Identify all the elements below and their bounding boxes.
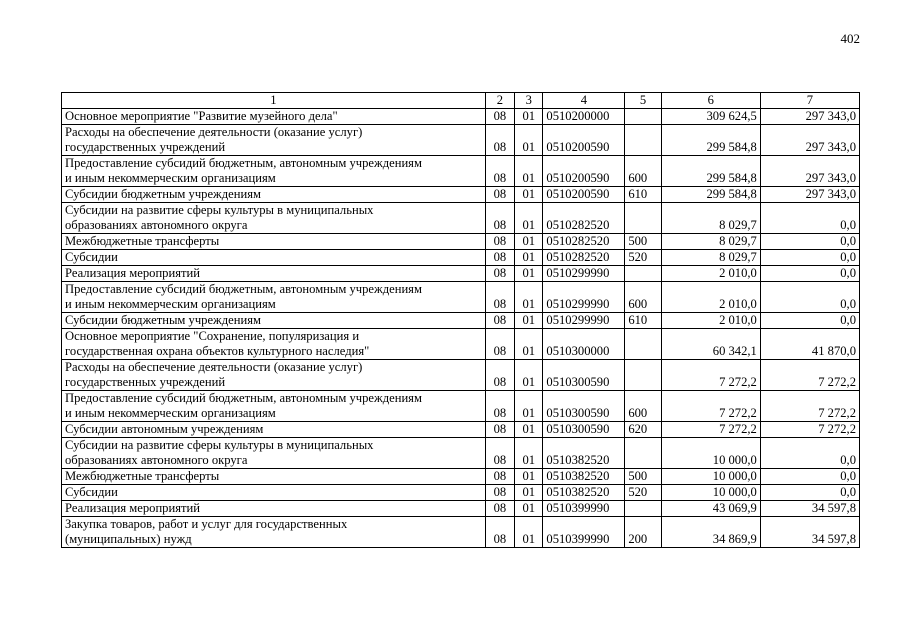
table-row [62,109,860,125]
item-name-line: государственная охрана объектов культурного наследия" [65,344,370,358]
target-article-cell: 0510300590 [543,391,625,422]
expense-type-cell: 600 [625,282,661,313]
target-article-cell: 0510300590 [543,422,625,438]
table-row [62,438,860,469]
amount-col6-cell: 10 000,0 [661,469,760,485]
item-name-cell [62,329,486,360]
item-name-line: Расходы на обеспечение деятельности (оказание услуг) [65,125,363,139]
target-article-cell: 0510299990 [543,313,625,329]
item-name-cell [62,250,486,266]
table-row [62,187,860,203]
target-article-cell: 0510299990 [543,282,625,313]
expense-type-cell [625,203,661,234]
target-article-cell: 0510299990 [543,266,625,282]
item-name-line: Расходы на обеспечение деятельности (оказание услуг) [65,360,363,374]
target-article-cell: 0510200590 [543,156,625,187]
table-row [62,234,860,250]
item-name-line: Субсидии на развитие сферы культуры в муниципальных [65,203,374,217]
table-row [62,501,860,517]
amount-col7-cell: 0,0 [760,203,859,234]
amount-col7-cell: 0,0 [760,485,859,501]
amount-col7-cell: 0,0 [760,282,859,313]
amount-col7-cell: 34 597,8 [760,517,859,548]
item-name-cell [62,187,486,203]
expense-type-cell [625,329,661,360]
expense-type-cell: 620 [625,422,661,438]
item-name-line: Субсидии на развитие сферы культуры в муниципальных [65,438,374,452]
section-code-cell: 08 [485,313,514,329]
target-article-cell: 0510300590 [543,360,625,391]
item-name-cell [62,422,486,438]
expense-type-cell: 500 [625,469,661,485]
subsection-code-cell: 01 [515,422,543,438]
table-row [62,313,860,329]
page-number: 402 [840,31,860,46]
item-name-line: Субсидии бюджетным учреждениям [65,313,261,327]
amount-col6-cell: 299 584,8 [661,187,760,203]
subsection-code-cell: 01 [515,501,543,517]
amount-col7-cell: 7 272,2 [760,391,859,422]
amount-col6-cell: 2 010,0 [661,282,760,313]
item-name-line: и иным некоммерческим организациям [65,406,276,420]
section-code-cell: 08 [485,266,514,282]
section-code-cell: 08 [485,109,514,125]
section-code-cell: 08 [485,250,514,266]
subsection-code-cell: 01 [515,156,543,187]
item-name-line: Субсидии [65,250,118,264]
section-code-cell: 08 [485,501,514,517]
amount-col7-cell: 7 272,2 [760,360,859,391]
amount-col7-cell: 7 272,2 [760,422,859,438]
item-name-cell [62,234,486,250]
subsection-code-cell: 01 [515,391,543,422]
subsection-code-cell: 01 [515,282,543,313]
target-article-cell: 0510200590 [543,125,625,156]
item-name-line: образованиях автономного округа [65,453,248,467]
item-name-cell [62,203,486,234]
expense-type-cell: 610 [625,187,661,203]
expense-type-cell: 520 [625,485,661,501]
item-name-line: (муниципальных) нужд [65,532,192,546]
amount-col7-cell: 0,0 [760,266,859,282]
header-cell: 6 [661,93,760,109]
item-name-line: Реализация мероприятий [65,501,200,515]
subsection-code-cell: 01 [515,313,543,329]
target-article-cell: 0510200590 [543,187,625,203]
section-code-cell: 08 [485,422,514,438]
subsection-code-cell: 01 [515,469,543,485]
item-name-line: государственных учреждений [65,375,226,389]
target-article-cell: 0510282520 [543,203,625,234]
amount-col7-cell: 297 343,0 [760,125,859,156]
item-name-line: Предоставление субсидий бюджетным, автономным учреждениям [65,391,422,405]
amount-col6-cell: 2 010,0 [661,313,760,329]
amount-col7-cell: 297 343,0 [760,156,859,187]
section-code-cell: 08 [485,438,514,469]
item-name-cell [62,517,486,548]
item-name-cell [62,125,486,156]
table-row [62,203,860,234]
item-name-cell [62,109,486,125]
expense-type-cell [625,266,661,282]
item-name-line: Субсидии автономным учреждениям [65,422,264,436]
table-row [62,391,860,422]
amount-col7-cell: 0,0 [760,313,859,329]
amount-col6-cell: 299 584,8 [661,125,760,156]
item-name-cell [62,391,486,422]
table-row [62,422,860,438]
item-name-line: государственных учреждений [65,140,226,154]
budget-table [61,92,860,548]
table-row [62,329,860,360]
amount-col6-cell: 8 029,7 [661,234,760,250]
item-name-cell [62,313,486,329]
section-code-cell: 08 [485,234,514,250]
section-code-cell: 08 [485,360,514,391]
amount-col7-cell: 41 870,0 [760,329,859,360]
item-name-line: Основное мероприятие "Развитие музейного дела" [65,109,338,123]
header-cell: 7 [760,93,859,109]
item-name-cell [62,469,486,485]
section-code-cell: 08 [485,485,514,501]
subsection-code-cell: 01 [515,266,543,282]
subsection-code-cell: 01 [515,438,543,469]
item-name-line: Закупка товаров, работ и услуг для государственных [65,517,348,531]
subsection-code-cell: 01 [515,485,543,501]
amount-col6-cell: 10 000,0 [661,438,760,469]
amount-col6-cell: 60 342,1 [661,329,760,360]
section-code-cell: 08 [485,125,514,156]
amount-col7-cell: 297 343,0 [760,109,859,125]
item-name-line: Предоставление субсидий бюджетным, автономным учреждениям [65,156,422,170]
subsection-code-cell: 01 [515,329,543,360]
header-cell: 5 [625,93,661,109]
amount-col7-cell: 297 343,0 [760,187,859,203]
section-code-cell: 08 [485,282,514,313]
amount-col6-cell: 309 624,5 [661,109,760,125]
amount-col6-cell: 299 584,8 [661,156,760,187]
section-code-cell: 08 [485,391,514,422]
target-article-cell: 0510300000 [543,329,625,360]
target-article-cell: 0510399990 [543,501,625,517]
item-name-cell [62,438,486,469]
amount-col6-cell: 7 272,2 [661,360,760,391]
amount-col7-cell: 0,0 [760,438,859,469]
section-code-cell: 08 [485,187,514,203]
item-name-cell [62,501,486,517]
amount-col6-cell: 34 869,9 [661,517,760,548]
target-article-cell: 0510382520 [543,469,625,485]
section-code-cell: 08 [485,517,514,548]
item-name-line: Реализация мероприятий [65,266,200,280]
item-name-cell [62,360,486,391]
section-code-cell: 08 [485,469,514,485]
table-row [62,156,860,187]
amount-col7-cell: 0,0 [760,469,859,485]
expense-type-cell: 500 [625,234,661,250]
section-code-cell: 08 [485,156,514,187]
item-name-cell [62,282,486,313]
header-row [62,93,860,109]
table-row [62,282,860,313]
table-row [62,266,860,282]
table-row [62,125,860,156]
subsection-code-cell: 01 [515,187,543,203]
expense-type-cell: 520 [625,250,661,266]
amount-col6-cell: 8 029,7 [661,250,760,266]
table-row [62,469,860,485]
amount-col7-cell: 0,0 [760,234,859,250]
expense-type-cell [625,125,661,156]
expense-type-cell [625,360,661,391]
header-cell: 4 [543,93,625,109]
subsection-code-cell: 01 [515,203,543,234]
item-name-line: и иным некоммерческим организациям [65,171,276,185]
table-row [62,517,860,548]
subsection-code-cell: 01 [515,109,543,125]
amount-col6-cell: 7 272,2 [661,391,760,422]
item-name-cell [62,156,486,187]
section-code-cell: 08 [485,329,514,360]
item-name-line: Предоставление субсидий бюджетным, автономным учреждениям [65,282,422,296]
target-article-cell: 0510282520 [543,250,625,266]
amount-col6-cell: 2 010,0 [661,266,760,282]
target-article-cell: 0510200000 [543,109,625,125]
table-row [62,250,860,266]
amount-col6-cell: 7 272,2 [661,422,760,438]
item-name-line: Межбюджетные трансферты [65,234,220,248]
item-name-line: и иным некоммерческим организациям [65,297,276,311]
subsection-code-cell: 01 [515,250,543,266]
header-cell: 3 [515,93,543,109]
section-code-cell: 08 [485,203,514,234]
item-name-line: Субсидии [65,485,118,499]
table-row [62,485,860,501]
target-article-cell: 0510282520 [543,234,625,250]
header-cell: 1 [62,93,486,109]
amount-col6-cell: 8 029,7 [661,203,760,234]
target-article-cell: 0510399990 [543,517,625,548]
amount-col7-cell: 34 597,8 [760,501,859,517]
amount-col6-cell: 43 069,9 [661,501,760,517]
subsection-code-cell: 01 [515,360,543,391]
target-article-cell: 0510382520 [543,438,625,469]
amount-col7-cell: 0,0 [760,250,859,266]
subsection-code-cell: 01 [515,517,543,548]
table-row [62,360,860,391]
target-article-cell: 0510382520 [543,485,625,501]
expense-type-cell [625,501,661,517]
expense-type-cell: 200 [625,517,661,548]
expense-type-cell [625,438,661,469]
expense-type-cell: 600 [625,156,661,187]
item-name-line: Межбюджетные трансферты [65,469,220,483]
expense-type-cell: 610 [625,313,661,329]
expense-type-cell: 600 [625,391,661,422]
subsection-code-cell: 01 [515,125,543,156]
amount-col6-cell: 10 000,0 [661,485,760,501]
item-name-line: Основное мероприятие "Сохранение, популяризация и [65,329,360,343]
item-name-line: образованиях автономного округа [65,218,248,232]
expense-type-cell [625,109,661,125]
item-name-cell [62,485,486,501]
item-name-cell [62,266,486,282]
header-cell: 2 [485,93,514,109]
item-name-line: Субсидии бюджетным учреждениям [65,187,261,201]
subsection-code-cell: 01 [515,234,543,250]
